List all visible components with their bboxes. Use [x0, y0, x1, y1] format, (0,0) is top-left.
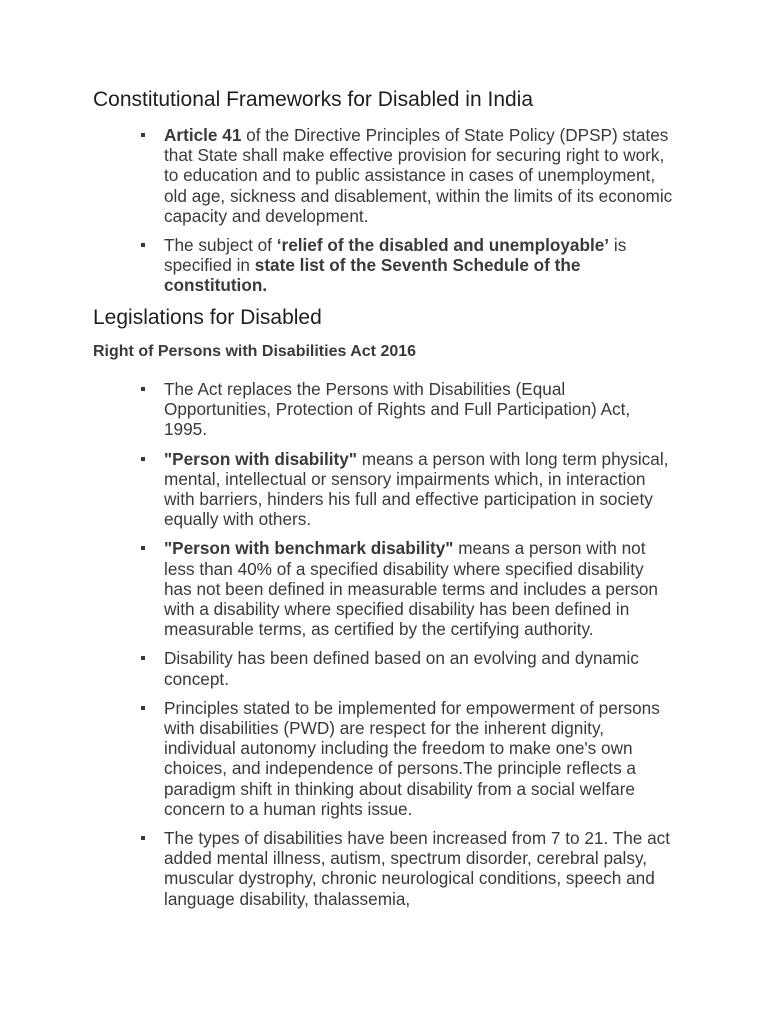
list-item — [0, 379, 674, 440]
bullet-marker — [141, 133, 145, 137]
body-text: means a person with long term physical, mental, intellectual or sensory impairments which, in interaction with barriers, hinders his full and effective participation in society equally with others. — [164, 448, 669, 530]
bullet-marker — [141, 546, 145, 550]
list-item — [0, 125, 674, 226]
list-item — [0, 698, 674, 819]
bullet-marker — [141, 387, 145, 391]
bold-text: ‘relief of the disabled and unemployable’ — [276, 235, 610, 256]
bullet-marker — [141, 836, 145, 840]
bold-text: "Person with disability" — [164, 448, 357, 469]
act-subheading: Right of Persons with Disabilities Act 2016 — [93, 343, 417, 360]
body-text: means a person with not less than 40% of a specified disability where specified disability has not been defined in measurable terms and includes a person with a disability where specified disability has been defined in measurable terms, as certified by the certifying authority. — [164, 538, 658, 640]
body-text: Disability has been defined based on an evolving and dynamic concept. — [164, 648, 639, 689]
section-title-constitutional: Constitutional Frameworks for Disabled in India — [93, 88, 534, 111]
bullet-marker — [141, 706, 145, 710]
act-bullet-list — [0, 379, 768, 909]
bold-text: Article 41 — [164, 125, 242, 145]
bullet-marker — [141, 457, 145, 461]
body-text: The types of disabilities have been increased from 7 to 21. The act added mental illness, autism, spectrum disorder, cerebral palsy, muscular dystrophy, chronic neurological conditions, speech and language disability, thalassemia, — [164, 828, 671, 909]
constitutional-bullet-list — [0, 125, 768, 296]
list-item — [0, 648, 674, 688]
bullet-marker — [141, 243, 145, 247]
list-item — [0, 235, 674, 296]
body-text: of the Directive Principles of State Policy (DPSP) states that State shall make effective provision for securing right to work, to education and to public assistance in cases of unemployment, old age, sickness and disablement, within the limits of its economic capacity and development. — [164, 125, 673, 226]
body-text: Principles stated to be implemented for empowerment of persons with disabilities (PWD) are respect for the inherent dignity, individual autonomy including the freedom to make one's own choices, and independence of persons.The principle reflects a paradigm shift in thinking about disability from a social welfare concern to a human rights issue. — [164, 697, 660, 819]
list-item — [0, 828, 674, 909]
section-title-legislations: Legislations for Disabled — [93, 306, 322, 329]
bold-text: state list of the Seventh Schedule of the constitution. — [164, 255, 581, 296]
body-text: is specified in — [164, 235, 627, 276]
bold-text: "Person with benchmark disability" — [164, 538, 454, 559]
list-item — [0, 538, 674, 639]
bullet-marker — [141, 656, 145, 660]
body-text: The subject of — [164, 235, 277, 256]
body-text: The Act replaces the Persons with Disabilities (Equal Opportunities, Protection of Rights and Full Participation) Act, 1995. — [164, 379, 631, 440]
list-item — [0, 449, 674, 530]
